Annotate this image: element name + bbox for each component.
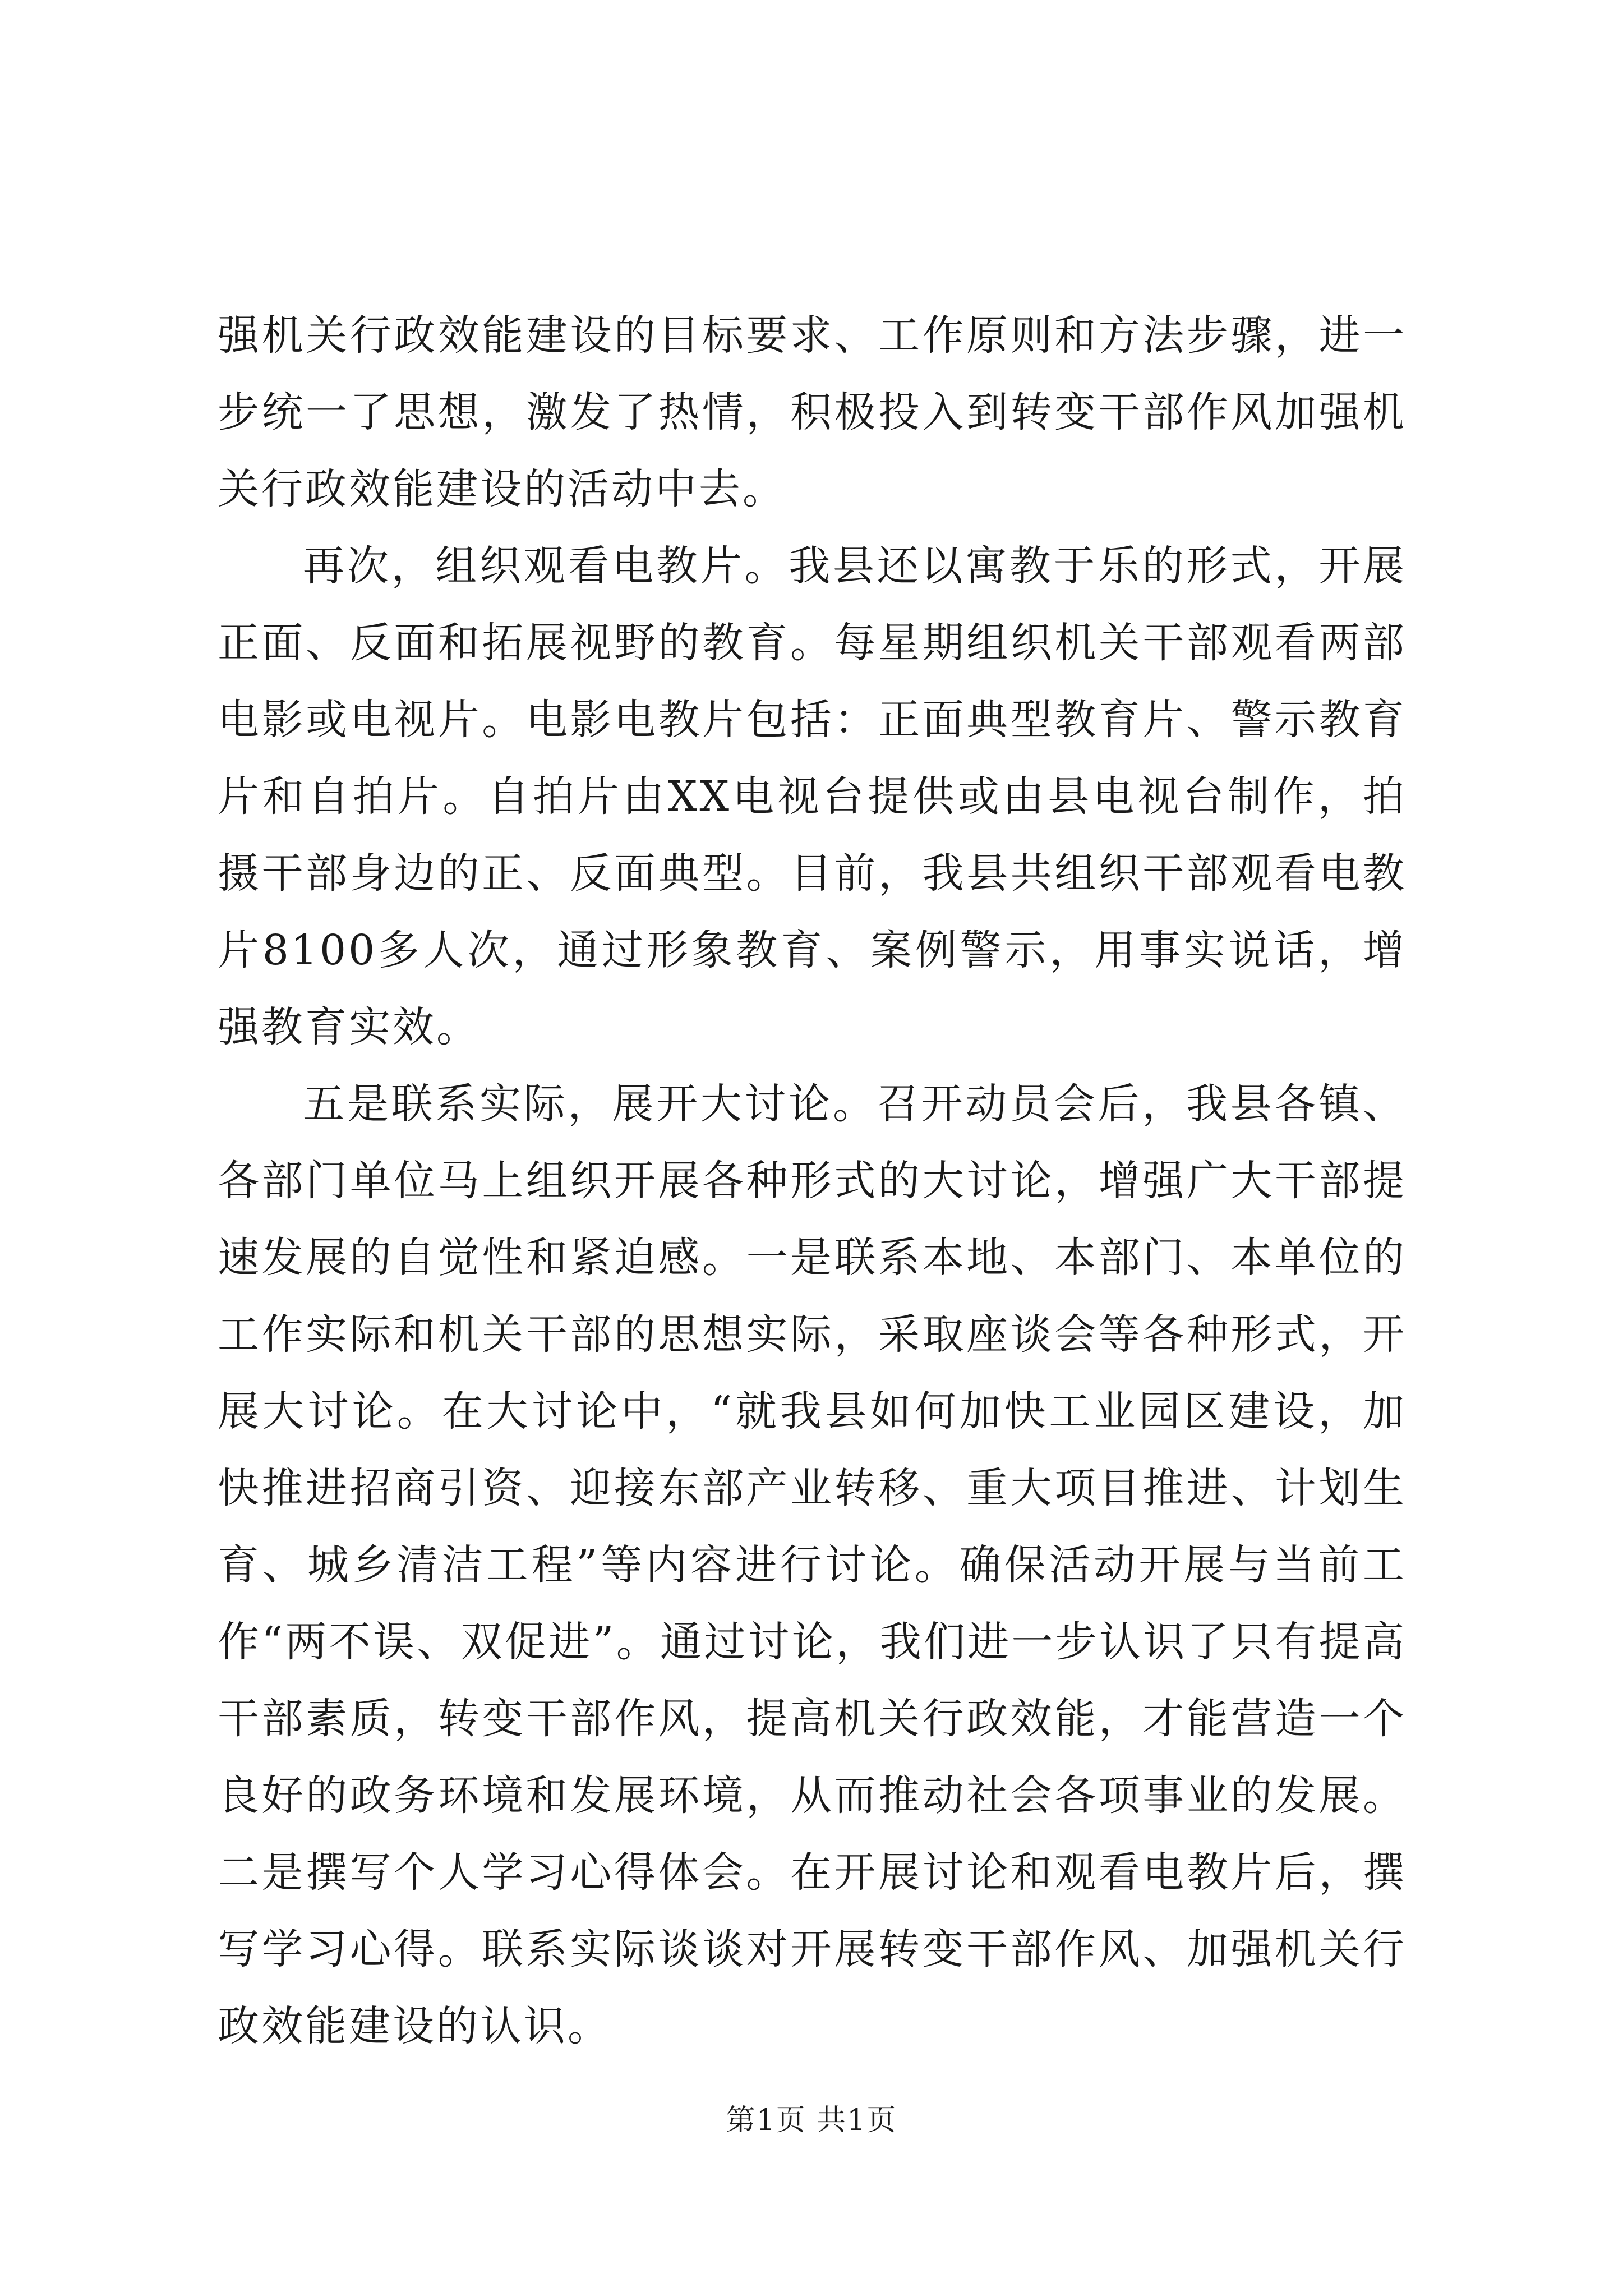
- document-body: [218, 297, 1407, 2065]
- page-footer: 第1页 共1页: [726, 2104, 897, 2137]
- paragraph-discussion: 五是联系实际，展开大讨论。召开动员会后，我县各镇、各部门单位马上组织开展各种形式的大讨论，增强广大干部提速发展的自觉性和紧迫感。一是联系本地、本部门、本单位的工作实际和机关干部的思想实际，采取座谈会等各种形式，开展大讨论。在大讨论中，“就我县如何加快工业园区建设，加快推进招商引资、迎接东部产业转移、重大项目推进、计划生育、城乡清洁工程”等内容进行讨论。确保活动开展与当前工作“两不误、双促进”。通过讨论，我们进一步认识了只有提高干部素质，转变干部作风，提高机关行政效能，才能营造一个良好的政务环境和发展环境，从而推动社会各项事业的发展。二是撰写个人学习心得体会。在开展讨论和观看电教片后，撰写学习心得。联系实际谈谈对开展转变干部作风、加强机关行政效能建设的认识。: [218, 1080, 1407, 2050]
- paragraph-continuation: 强机关行政效能建设的目标要求、工作原则和方法步骤，进一步统一了思想，激发了热情，积极投入到转变干部作风加强机关行政效能建设的活动中去。: [218, 311, 1407, 513]
- paragraph-e-learning-films: 再次，组织观看电教片。我县还以寓教于乐的形式，开展正面、反面和拓展视野的教育。每星期组织机关干部观看两部电影或电视片。电影电教片包括：正面典型教育片、警示教育片和自拍片。自拍片由XX电视台提供或由县电视台制作，拍摄干部身边的正、反面典型。目前，我县共组织干部观看电教片8100多人次，通过形象教育、案例警示，用事实说话，增强教育实效。: [218, 542, 1407, 1051]
